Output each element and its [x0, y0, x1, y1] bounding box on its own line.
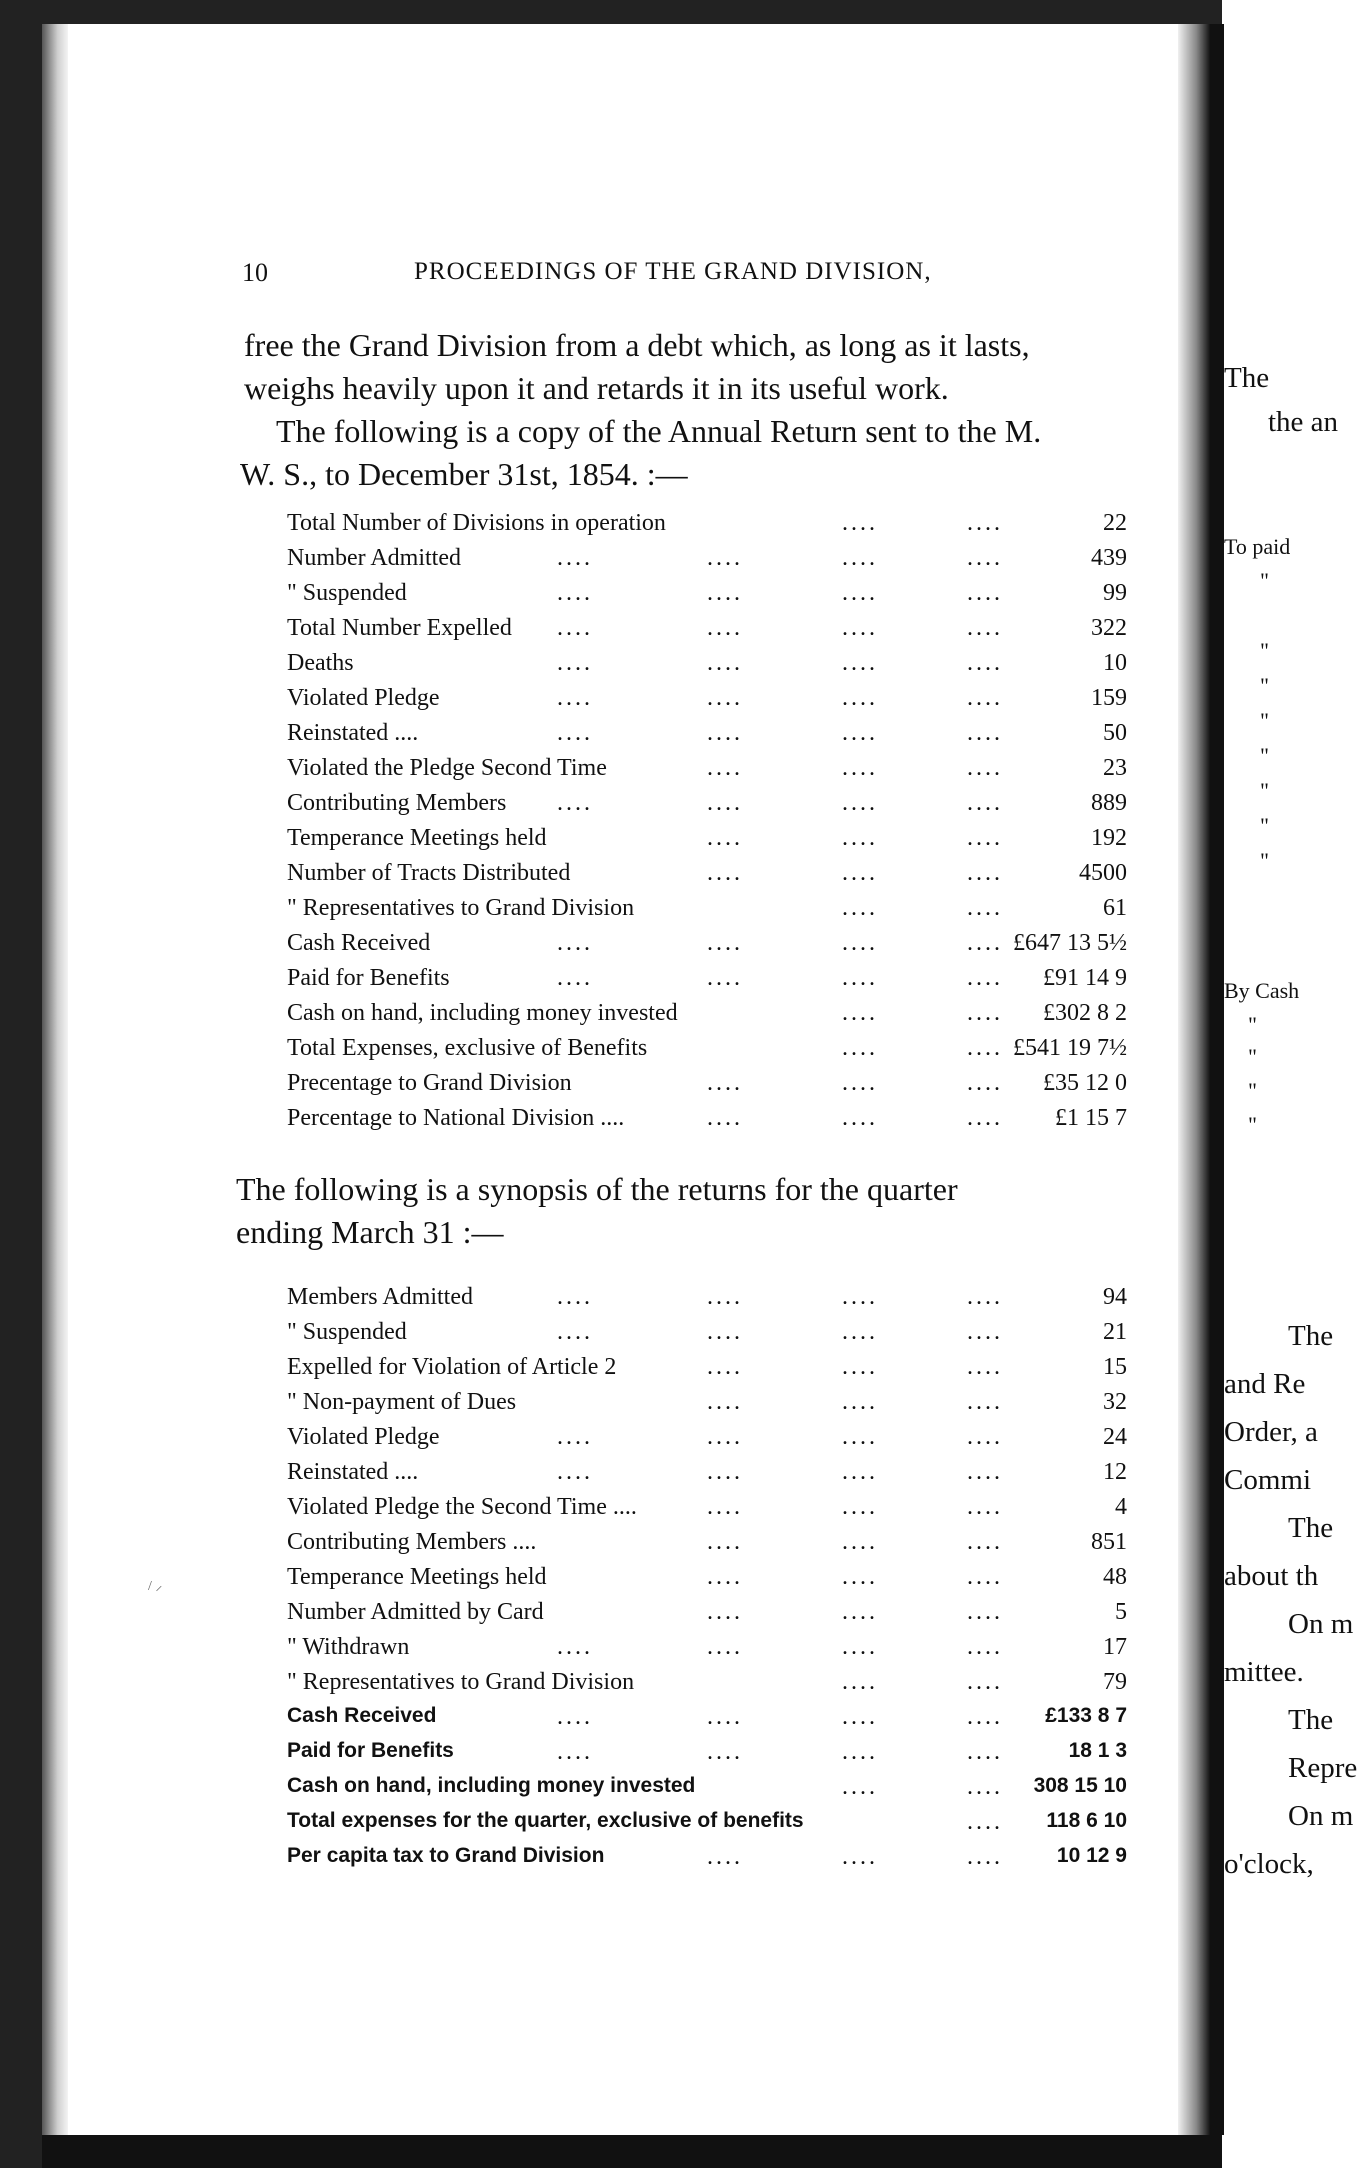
- leader-dots: ....: [707, 930, 743, 956]
- leader-dots: ....: [842, 510, 878, 536]
- leader-dots: ....: [842, 650, 878, 676]
- leader-dots: ....: [707, 1459, 743, 1485]
- leader-dots: ....: [967, 790, 1003, 816]
- leader-dots: ....: [557, 1634, 593, 1660]
- leader-dots: ....: [967, 1284, 1003, 1310]
- paragraph-line: The following is a synopsis of the returns for the quarter: [236, 1171, 958, 1207]
- facing-quote: ": [1260, 848, 1269, 873]
- leader-dots: ....: [967, 1105, 1003, 1131]
- facing-line: the an: [1268, 406, 1339, 438]
- leader-dots: ....: [707, 1354, 743, 1380]
- leader-dots: ....: [557, 685, 593, 711]
- return-row-value: 61: [1103, 895, 1127, 921]
- leader-dots: ....: [967, 580, 1003, 606]
- facing-line: On m: [1288, 1608, 1354, 1640]
- leader-dots: ....: [967, 1494, 1003, 1520]
- paragraph-annual-intro: [240, 410, 1041, 496]
- return-row-label: Cash on hand, including money invested: [287, 1774, 696, 1797]
- return-row: [287, 720, 1127, 755]
- leader-dots: ....: [707, 1424, 743, 1450]
- facing-line: To paid: [1224, 534, 1291, 559]
- leader-dots: ....: [842, 1739, 878, 1765]
- leader-dots: ....: [842, 860, 878, 886]
- leader-dots: ....: [842, 545, 878, 571]
- return-row: [287, 755, 1127, 790]
- leader-dots: ....: [707, 1844, 743, 1870]
- return-row-label: " Representatives to Grand Division: [287, 1669, 635, 1695]
- return-row-label: Precentage to Grand Division: [287, 1070, 572, 1096]
- leader-dots: ....: [967, 1844, 1003, 1870]
- return-row: [287, 1739, 1127, 1774]
- return-row-label: Cash Received: [287, 930, 431, 956]
- return-row: [287, 790, 1127, 825]
- return-row-value: 22: [1103, 510, 1127, 536]
- return-row-label: Reinstated ....: [287, 720, 419, 746]
- leader-dots: ....: [557, 1284, 593, 1310]
- return-row-label: " Suspended: [287, 580, 407, 606]
- return-row: [287, 1704, 1127, 1739]
- scan-bottom-band: [42, 2135, 1222, 2168]
- leader-dots: ....: [967, 930, 1003, 956]
- leader-dots: ....: [707, 790, 743, 816]
- leader-dots: ....: [707, 1739, 743, 1765]
- leader-dots: ....: [842, 965, 878, 991]
- leader-dots: ....: [557, 965, 593, 991]
- return-row: [287, 1389, 1127, 1424]
- return-row-label: Cash Received: [287, 1704, 437, 1727]
- leader-dots: ....: [707, 615, 743, 641]
- return-row-label: Number of Tracts Distributed: [287, 860, 571, 886]
- facing-page-fragment: [1224, 40, 1360, 2135]
- facing-line: and Re: [1224, 1368, 1306, 1400]
- return-row-label: Members Admitted: [287, 1284, 473, 1310]
- return-row: [287, 1564, 1127, 1599]
- leader-dots: ....: [842, 1389, 878, 1415]
- leader-dots: ....: [707, 1564, 743, 1590]
- return-row: [287, 1424, 1127, 1459]
- return-row: [287, 510, 1127, 545]
- return-row: [287, 930, 1127, 965]
- return-row-value: 5: [1115, 1599, 1127, 1625]
- facing-line: The: [1288, 1704, 1334, 1736]
- paragraph-debt: [244, 324, 1030, 410]
- return-row-label: Contributing Members: [287, 790, 507, 816]
- return-row-label: Deaths: [287, 650, 354, 676]
- return-row-value: 322: [1091, 615, 1127, 641]
- return-row: [287, 685, 1127, 720]
- leader-dots: ....: [967, 825, 1003, 851]
- leader-dots: ....: [967, 1319, 1003, 1345]
- facing-quote: ": [1260, 778, 1269, 803]
- leader-dots: ....: [842, 755, 878, 781]
- leader-dots: ....: [842, 1459, 878, 1485]
- return-row: [287, 1354, 1127, 1389]
- facing-line: o'clock,: [1224, 1848, 1314, 1880]
- leader-dots: ....: [842, 615, 878, 641]
- return-row-value: 23: [1103, 755, 1127, 781]
- facing-line: Commi: [1224, 1464, 1312, 1496]
- leader-dots: ....: [967, 1459, 1003, 1485]
- facing-quote: ": [1248, 1012, 1257, 1037]
- return-row-value: 24: [1103, 1424, 1127, 1450]
- leader-dots: ....: [842, 1035, 878, 1061]
- leader-dots: ....: [967, 860, 1003, 886]
- leader-dots: ....: [967, 1564, 1003, 1590]
- return-row-value: 4500: [1079, 860, 1127, 886]
- leader-dots: ....: [557, 1459, 593, 1485]
- quarter-return-table: [287, 1284, 1127, 1879]
- return-row-value: £302 8 2: [1043, 1000, 1127, 1026]
- facing-quote: ": [1248, 1112, 1257, 1137]
- return-row-value: £1 15 7: [1055, 1105, 1127, 1131]
- return-row-value: 32: [1103, 1389, 1127, 1415]
- leader-dots: ....: [967, 1809, 1003, 1835]
- return-row-label: Paid for Benefits: [287, 1739, 454, 1762]
- leader-dots: ....: [842, 1494, 878, 1520]
- return-row: [287, 545, 1127, 580]
- leader-dots: ....: [842, 580, 878, 606]
- return-row-value: 118 6 10: [1046, 1809, 1127, 1832]
- scan-top-band: [42, 0, 1222, 24]
- leader-dots: ....: [842, 895, 878, 921]
- leader-dots: ....: [967, 1704, 1003, 1730]
- leader-dots: ....: [967, 1669, 1003, 1695]
- return-row: [287, 1459, 1127, 1494]
- leader-dots: ....: [967, 1774, 1003, 1800]
- leader-dots: ....: [842, 790, 878, 816]
- page-gutter: [1178, 24, 1224, 2135]
- return-row-value: 308 15 10: [1033, 1774, 1127, 1797]
- leader-dots: ....: [842, 685, 878, 711]
- return-row: [287, 615, 1127, 650]
- leader-dots: ....: [557, 1704, 593, 1730]
- return-row: [287, 1319, 1127, 1354]
- return-row-value: 10 12 9: [1056, 1844, 1127, 1867]
- paragraph-line: W. S., to December 31st, 1854. :—: [240, 456, 688, 492]
- paragraph-line: weighs heavily upon it and retards it in its useful work.: [244, 370, 949, 406]
- leader-dots: ....: [707, 685, 743, 711]
- return-row-label: Paid for Benefits: [287, 965, 450, 991]
- return-row-value: 159: [1091, 685, 1127, 711]
- leader-dots: ....: [842, 1424, 878, 1450]
- leader-dots: ....: [557, 1424, 593, 1450]
- return-row-value: 50: [1103, 720, 1127, 746]
- leader-dots: ....: [842, 1105, 878, 1131]
- return-row-value: 192: [1091, 825, 1127, 851]
- facing-line: The: [1288, 1320, 1334, 1352]
- leader-dots: ....: [707, 650, 743, 676]
- return-row-label: Total expenses for the quarter, exclusive of benefits: [287, 1809, 804, 1832]
- leader-dots: ....: [842, 1319, 878, 1345]
- leader-dots: ....: [842, 1634, 878, 1660]
- return-row-value: £35 12 0: [1043, 1070, 1127, 1096]
- return-row: [287, 1035, 1127, 1070]
- return-row-value: 48: [1103, 1564, 1127, 1590]
- leader-dots: ....: [967, 1000, 1003, 1026]
- running-head: PROCEEDINGS OF THE GRAND DIVISION,: [414, 258, 932, 285]
- return-row: [287, 580, 1127, 615]
- leader-dots: ....: [967, 1424, 1003, 1450]
- return-row: [287, 1000, 1127, 1035]
- leader-dots: ....: [967, 1634, 1003, 1660]
- leader-dots: ....: [842, 720, 878, 746]
- leader-dots: ....: [707, 1284, 743, 1310]
- return-row: [287, 1284, 1127, 1319]
- leader-dots: ....: [707, 1634, 743, 1660]
- return-row-value: 15: [1103, 1354, 1127, 1380]
- leader-dots: ....: [557, 790, 593, 816]
- return-row: [287, 1774, 1127, 1809]
- scan-left-edge: [0, 0, 42, 2168]
- facing-quote: ": [1248, 1078, 1257, 1103]
- facing-line: Order, a: [1224, 1416, 1318, 1448]
- return-row: [287, 650, 1127, 685]
- return-row: [287, 1809, 1127, 1844]
- leader-dots: ....: [707, 965, 743, 991]
- return-row: [287, 965, 1127, 1000]
- return-row-label: Total Number of Divisions in operation: [287, 510, 666, 536]
- facing-line: On m: [1288, 1800, 1354, 1832]
- return-row-value: £133 8 7: [1045, 1704, 1127, 1727]
- leader-dots: ....: [707, 860, 743, 886]
- return-row: [287, 1844, 1127, 1879]
- leader-dots: ....: [557, 930, 593, 956]
- leader-dots: ....: [842, 1354, 878, 1380]
- return-row-label: Total Number Expelled: [287, 615, 512, 641]
- leader-dots: ....: [842, 1599, 878, 1625]
- return-row-label: " Suspended: [287, 1319, 407, 1345]
- leader-dots: ....: [842, 1070, 878, 1096]
- leader-dots: ....: [842, 1529, 878, 1555]
- leader-dots: ....: [707, 1599, 743, 1625]
- return-row-label: Number Admitted by Card: [287, 1599, 544, 1625]
- return-row-label: Per capita tax to Grand Division: [287, 1844, 605, 1867]
- return-row: [287, 1070, 1127, 1105]
- facing-quote: ": [1248, 1044, 1257, 1069]
- leader-dots: ....: [707, 1319, 743, 1345]
- scan-inner-shadow: [42, 0, 68, 2168]
- return-row-label: " Representatives to Grand Division: [287, 895, 635, 921]
- return-row: [287, 1494, 1127, 1529]
- leader-dots: ....: [557, 1319, 593, 1345]
- return-row-value: 439: [1091, 545, 1127, 571]
- leader-dots: ....: [842, 1774, 878, 1800]
- paragraph-line: free the Grand Division from a debt which, as long as it lasts,: [244, 327, 1030, 363]
- return-row-label: Reinstated ....: [287, 1459, 419, 1485]
- page-number: 10: [242, 258, 268, 287]
- return-row: [287, 825, 1127, 860]
- leader-dots: ....: [967, 755, 1003, 781]
- leader-dots: ....: [842, 1704, 878, 1730]
- facing-quote: ": [1260, 673, 1269, 698]
- leader-dots: ....: [707, 1070, 743, 1096]
- leader-dots: ....: [842, 1669, 878, 1695]
- leader-dots: ....: [967, 545, 1003, 571]
- return-row: [287, 1105, 1127, 1140]
- paragraph-line: ending March 31 :—: [236, 1214, 504, 1250]
- leader-dots: ....: [707, 720, 743, 746]
- return-row-label: Cash on hand, including money invested: [287, 1000, 678, 1026]
- return-row-label: Violated Pledge: [287, 685, 440, 711]
- return-row-value: 99: [1103, 580, 1127, 606]
- return-row-label: " Withdrawn: [287, 1634, 410, 1660]
- return-row-value: 4: [1115, 1494, 1127, 1520]
- facing-quote: ": [1260, 708, 1269, 733]
- facing-line: By Cash: [1224, 978, 1300, 1003]
- return-row-value: 10: [1103, 650, 1127, 676]
- return-row-label: Total Expenses, exclusive of Benefits: [287, 1035, 648, 1061]
- return-row-label: Percentage to National Division ....: [287, 1105, 625, 1131]
- leader-dots: ....: [557, 580, 593, 606]
- leader-dots: ....: [967, 1529, 1003, 1555]
- return-row-label: Violated Pledge: [287, 1424, 440, 1450]
- scan-smudge: / ⸝: [148, 1579, 163, 1594]
- return-row-label: Temperance Meetings held: [287, 825, 547, 851]
- leader-dots: ....: [967, 650, 1003, 676]
- leader-dots: ....: [707, 755, 743, 781]
- return-row-value: 94: [1103, 1284, 1127, 1310]
- leader-dots: ....: [707, 1105, 743, 1131]
- annual-return-table: [287, 510, 1127, 1140]
- paragraph-quarter-intro: [236, 1168, 958, 1254]
- return-row-label: Temperance Meetings held: [287, 1564, 547, 1590]
- facing-quote: ": [1260, 813, 1269, 838]
- facing-line: Repre: [1288, 1752, 1358, 1784]
- return-row: [287, 1599, 1127, 1634]
- leader-dots: ....: [707, 1529, 743, 1555]
- return-row-value: 12: [1103, 1459, 1127, 1485]
- return-row-label: Expelled for Violation of Article 2: [287, 1354, 617, 1380]
- leader-dots: ....: [707, 1494, 743, 1520]
- facing-quote: ": [1260, 743, 1269, 768]
- return-row-value: 18 1 3: [1068, 1739, 1127, 1762]
- leader-dots: ....: [557, 650, 593, 676]
- leader-dots: ....: [557, 1739, 593, 1765]
- return-row: [287, 1529, 1127, 1564]
- facing-quote: ": [1260, 568, 1269, 593]
- leader-dots: ....: [557, 545, 593, 571]
- facing-quote: ": [1260, 638, 1269, 663]
- facing-line: The: [1288, 1512, 1334, 1544]
- leader-dots: ....: [967, 965, 1003, 991]
- leader-dots: ....: [707, 1389, 743, 1415]
- leader-dots: ....: [707, 1704, 743, 1730]
- leader-dots: ....: [842, 930, 878, 956]
- return-row-label: Contributing Members ....: [287, 1529, 537, 1555]
- leader-dots: ....: [707, 580, 743, 606]
- return-row-value: £647 13 5½: [1013, 930, 1127, 956]
- leader-dots: ....: [557, 615, 593, 641]
- paragraph-line: The following is a copy of the Annual Return sent to the M.: [276, 413, 1042, 449]
- leader-dots: ....: [557, 720, 593, 746]
- leader-dots: ....: [967, 1070, 1003, 1096]
- leader-dots: ....: [842, 1564, 878, 1590]
- return-row-value: 851: [1091, 1529, 1127, 1555]
- return-row-value: 889: [1091, 790, 1127, 816]
- return-row-value: 17: [1103, 1634, 1127, 1660]
- return-row-label: " Non-payment of Dues: [287, 1389, 517, 1415]
- facing-line: about th: [1224, 1560, 1319, 1592]
- return-row-label: Violated Pledge the Second Time ....: [287, 1494, 637, 1520]
- leader-dots: ....: [967, 1389, 1003, 1415]
- return-row: [287, 860, 1127, 895]
- leader-dots: ....: [967, 615, 1003, 641]
- return-row-value: 79: [1103, 1669, 1127, 1695]
- return-row-label: Violated the Pledge Second Time: [287, 755, 607, 781]
- leader-dots: ....: [967, 685, 1003, 711]
- return-row: [287, 1634, 1127, 1669]
- leader-dots: ....: [967, 1739, 1003, 1765]
- leader-dots: ....: [707, 545, 743, 571]
- leader-dots: ....: [967, 510, 1003, 536]
- leader-dots: ....: [842, 1284, 878, 1310]
- return-row-value: £91 14 9: [1043, 965, 1127, 991]
- leader-dots: ....: [967, 1354, 1003, 1380]
- return-row-value: £541 19 7½: [1013, 1035, 1127, 1061]
- leader-dots: ....: [707, 825, 743, 851]
- leader-dots: ....: [967, 895, 1003, 921]
- facing-line: mittee.: [1224, 1656, 1304, 1688]
- facing-line: The: [1224, 362, 1270, 394]
- return-row-value: 21: [1103, 1319, 1127, 1345]
- leader-dots: ....: [842, 1000, 878, 1026]
- return-row: [287, 1669, 1127, 1704]
- leader-dots: ....: [967, 1035, 1003, 1061]
- return-row-label: Number Admitted: [287, 545, 461, 571]
- leader-dots: ....: [842, 825, 878, 851]
- leader-dots: ....: [967, 720, 1003, 746]
- leader-dots: ....: [842, 1844, 878, 1870]
- return-row: [287, 895, 1127, 930]
- leader-dots: ....: [967, 1599, 1003, 1625]
